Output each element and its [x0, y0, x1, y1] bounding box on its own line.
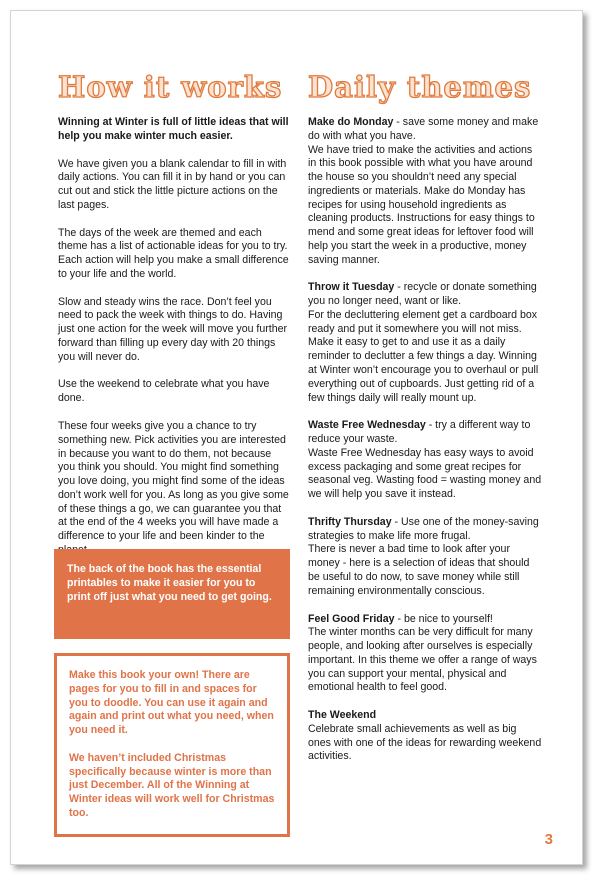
theme-body: Celebrate small achievements as well as big ones with one of the ideas for rewarding weekend activities.	[308, 722, 542, 763]
theme-title: Waste Free Wednesday	[308, 419, 426, 432]
daily-themes-heading: Daily themes	[308, 70, 532, 104]
how-it-works-heading: How it works	[58, 70, 283, 104]
own-book-text: Make this book your own! There are pages for you to fill in and spaces for you to doodle. You can use it again and again and print out what you need, when you need it.	[69, 669, 274, 737]
paragraph-four-weeks: These four weeks give you a chance to try something new. Pick activities you are interested in because you want to do them, not because you think you should. You might find something you love doing, you might find some of the ideas don’t work well for you. As long as you give some of these things a go, we can guarantee you that at the end of the 4 weeks you will have made a difference to your life and been kinder to the	[58, 420, 289, 543]
paragraph-calendar: We have given you a blank calendar to fill in with daily actions. You can fill it in by hand or you can cut out and stick the little picture actions on the last pages.	[58, 157, 287, 211]
page	[10, 10, 583, 865]
daily-themes-column	[308, 70, 542, 778]
theme-wednesday	[308, 419, 542, 502]
theme-weekend	[308, 709, 542, 764]
paragraph-themes: The days of the week are themed and each theme has a list of actionable ideas for you to try. Each action will help you make a small difference to your life and the world.	[58, 226, 289, 280]
theme-title: Make do Monday	[308, 116, 394, 128]
page-number: 3	[544, 831, 553, 848]
theme-tagline: - try a different way to reduce your waste.	[308, 419, 531, 446]
theme-thursday	[308, 516, 542, 599]
theme-body: There is never a bad time to look after your money - here is a selection of ideas that should be useful to do now, to save money while still remaining environmentally conscious.	[308, 543, 530, 597]
theme-tuesday	[308, 281, 542, 405]
theme-body: We have tried to make the activities and actions in this book possible with what you have around the house so you shouldn’t need any special ingredients or materials. Make do Monday has recipes for using household ingredients as cleaning products. Instructions for easy things to mend and some great ideas for leftover food will help you start the week in a productive, money saving manner.	[308, 143, 535, 266]
theme-tagline: - save some money and make do with what you have.	[308, 116, 539, 142]
how-it-works-column	[58, 70, 290, 572]
theme-title: Throw it Tuesday	[308, 281, 395, 294]
printables-callout: The back of the book has the essential printables to make it easier for you to print off just what you need to get going.	[54, 549, 290, 639]
theme-friday	[308, 613, 542, 696]
paragraph-weekend: Use the weekend to celebrate what you have done.	[58, 378, 270, 405]
christmas-text: We haven’t included Christmas specifically because winter is more than just December. All of the Winning at Winter ideas will work well for Christmas too.	[69, 751, 275, 819]
theme-tagline: - be nice to yourself!	[394, 612, 493, 625]
intro-lead: Winning at Winter is full of little ideas that will help you make winter much easier.	[58, 116, 289, 142]
theme-tagline: - Use one of the money-saving strategies to make life more frugal.	[308, 515, 539, 542]
theme-tagline: - recycle or donate something you no longer need, want or like.	[308, 281, 537, 308]
theme-body: For the decluttering element get a cardboard box ready and put it somewhere you will not miss. Make it easy to get to and use it as a daily reminder to declutter a few things a day. Winning at Winter won’t encourage you to overhaul or pull everything out of cupboards. Just getting rid of a few things daily will really mount up.	[308, 308, 539, 404]
paragraph-slow-steady: Slow and steady wins the race. Don’t feel you need to pack the week with things to do. Having just one action for the week will move you further forward than filling up every day with 20 things you will never do.	[58, 295, 288, 363]
theme-body: The winter months can be very difficult for many people, and looking after ourselves is especially important. In this theme we offer a range of ways you can support your mental, physical and emotional health to feel good.	[308, 626, 537, 694]
own-book-callout	[54, 653, 290, 837]
theme-monday	[308, 116, 542, 267]
theme-title: Thrifty Thursday	[308, 515, 392, 528]
theme-body: Waste Free Wednesday has easy ways to avoid excess packaging and some great recipes for seasonal veg. Wasting food = wasting money and we will help you save it instead.	[308, 446, 542, 501]
theme-title: Feel Good Friday	[308, 612, 395, 625]
theme-title: The Weekend	[308, 709, 377, 722]
